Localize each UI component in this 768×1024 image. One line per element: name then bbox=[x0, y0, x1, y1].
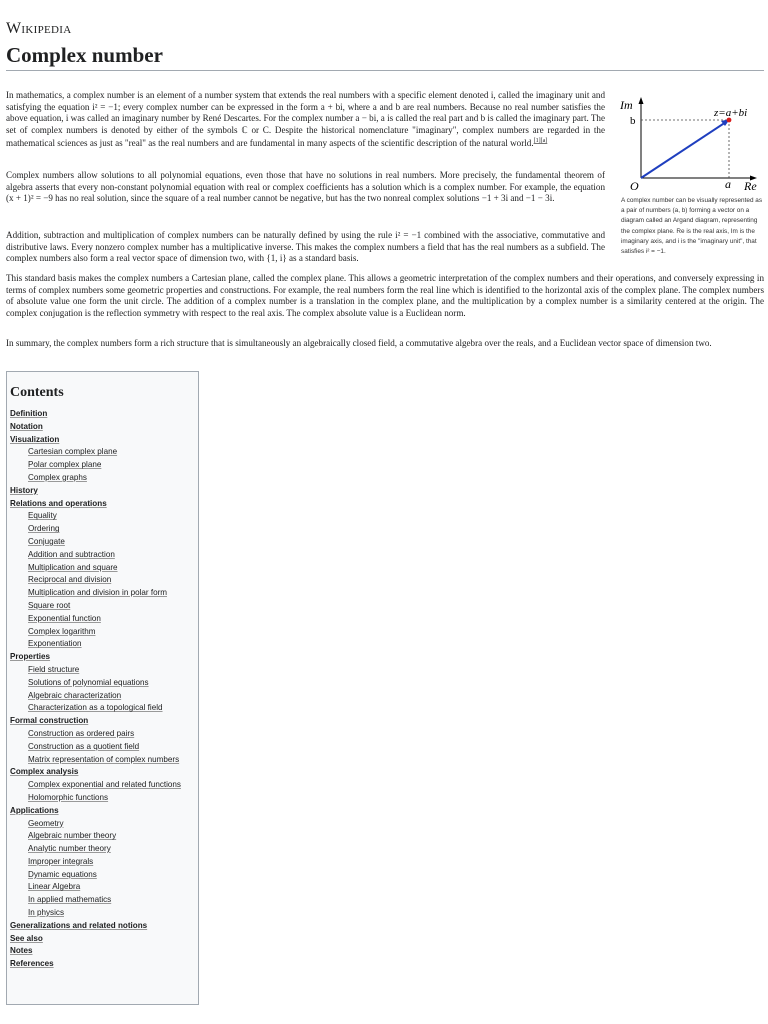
toc-item-label: History bbox=[10, 485, 38, 495]
title-divider bbox=[6, 70, 764, 71]
toc-item-label: Exponential function bbox=[28, 613, 101, 623]
toc-item-label: Relations and operations bbox=[10, 498, 107, 508]
toc-item-label: Characterization as a topological field bbox=[28, 703, 163, 713]
toc-item[interactable] bbox=[10, 510, 198, 523]
toc-item[interactable] bbox=[10, 421, 198, 434]
toc-item-label: Notes bbox=[10, 946, 33, 956]
toc-item[interactable] bbox=[10, 830, 198, 843]
reference-link[interactable]: [1][a] bbox=[533, 138, 548, 145]
toc-item[interactable] bbox=[10, 574, 198, 587]
toc-item[interactable] bbox=[10, 498, 198, 511]
toc-item-label: Complex graphs bbox=[28, 472, 87, 482]
toc-item[interactable] bbox=[10, 536, 198, 549]
imaginary-axis-arrow bbox=[639, 97, 644, 104]
re-axis-label: Re bbox=[744, 179, 757, 193]
toc-item-label: Geometry bbox=[28, 818, 64, 828]
complex-vector bbox=[641, 122, 726, 178]
toc-item[interactable] bbox=[10, 690, 198, 703]
intro-paragraph-2: Complex numbers allow solutions to all polynomial equations, even those that have no solutions in real numbers. More precisely, the fundamental theorem of algebra asserts that every non-constant polynomial equation with real or complex coefficients has a solution which is a complex number. For example, the equation (x + 1)² = −9 has no real solution, since the square of a real number cannot be negative, but has the two nonreal complex solutions −1 + 3i and −1 − 3i. bbox=[6, 170, 605, 204]
intro-paragraph-4: This standard basis makes the complex numbers a Cartesian plane, called the complex plane. This allows a geometric interpretation of the complex numbers and their operations, and conversely expressing in terms of complex numbers some geometric properties and constructions. For example, the real numbers form the real line which is identified to the horizontal axis of the complex plane. The complex numbers of absolute value one form the unit circle. The addition of a complex number is a translation in the complex plane, and the multiplication by a complex number is a similarity centered at the origin. The complex conjugation is the reflection symmetry with respect to the real axis. The complex absolute value is a Euclidean norm. bbox=[6, 273, 764, 318]
z-label: z=a+bi bbox=[714, 107, 748, 119]
toc-item-label: Definition bbox=[10, 409, 48, 418]
intro-paragraph-1 bbox=[6, 90, 605, 150]
toc-item-label: Polar complex plane bbox=[28, 460, 102, 470]
toc-item[interactable] bbox=[10, 856, 198, 869]
toc-item-label: Holomorphic functions bbox=[28, 792, 109, 802]
page-title: Complex number bbox=[6, 43, 163, 67]
toc-item[interactable] bbox=[10, 741, 198, 754]
toc-item[interactable] bbox=[10, 613, 198, 626]
toc-item[interactable] bbox=[10, 664, 198, 677]
origin-label: O bbox=[630, 179, 639, 193]
toc-item-label: References bbox=[10, 959, 54, 969]
toc-item[interactable] bbox=[10, 626, 198, 639]
toc-item[interactable] bbox=[10, 434, 198, 447]
toc-item-label: Exponentiation bbox=[28, 639, 82, 649]
toc-item[interactable] bbox=[10, 446, 198, 459]
toc-item-label: Conjugate bbox=[28, 536, 65, 546]
toc-item-label: Construction as ordered pairs bbox=[28, 728, 135, 738]
toc-item[interactable] bbox=[10, 792, 198, 805]
toc-item-label: Matrix representation of complex numbers bbox=[28, 754, 180, 764]
toc-item[interactable] bbox=[10, 945, 198, 958]
toc-item[interactable] bbox=[10, 881, 198, 894]
toc-item-label: Solutions of polynomial equations bbox=[28, 677, 149, 687]
im-axis-label: Im bbox=[620, 98, 633, 112]
toc-item-label: Multiplication and square bbox=[28, 562, 118, 572]
toc-item[interactable] bbox=[10, 779, 198, 792]
toc-item-label: Addition and subtraction bbox=[28, 549, 115, 559]
toc-list bbox=[10, 408, 198, 971]
toc-item-label: Applications bbox=[10, 805, 59, 815]
toc-item-label: Cartesian complex plane bbox=[28, 447, 118, 457]
toc-item-label: Equality bbox=[28, 511, 57, 521]
toc-item[interactable] bbox=[10, 818, 198, 831]
toc-item[interactable] bbox=[10, 754, 198, 767]
intro-paragraph-1-text: In mathematics, a complex number is an element of a number system that extends the real numbers with a specific element denoted i, called the imaginary unit and satisfying the equation i² = −1; every complex number can be expressed in the form a + bi, where a and b are real numbers. Because no real number satisfies the above equation, i was called an imaginary number by René Descartes. For the complex number a − bi, a is called the real part and b is called the imaginary part. The set of complex numbers is denoted by either of the symbols ℂ or C. Despite the historical nomenclature "imaginary", complex numbers are regarded in the mathematical sciences as just as "real" as the real numbers and are fundamental in many aspects of the scientific description of the natural world. bbox=[6, 90, 605, 149]
toc-item-label: Reciprocal and division bbox=[28, 575, 112, 585]
toc-item-label: Dynamic equations bbox=[28, 869, 97, 879]
toc-item[interactable] bbox=[10, 562, 198, 575]
toc-item[interactable] bbox=[10, 766, 198, 779]
toc-item-label: Square root bbox=[28, 600, 71, 610]
toc-item[interactable] bbox=[10, 485, 198, 498]
toc-item-label: Multiplication and division in polar form bbox=[28, 588, 168, 598]
wikipedia-wordmark[interactable]: Wikipedia bbox=[6, 20, 72, 37]
toc-item-label: Complex exponential and related functions bbox=[28, 780, 181, 790]
toc-item-label: Analytic number theory bbox=[28, 844, 111, 854]
toc-title: Contents bbox=[10, 385, 64, 400]
toc-item[interactable] bbox=[10, 920, 198, 933]
toc-item[interactable] bbox=[10, 472, 198, 485]
toc-item-label: Ordering bbox=[28, 524, 60, 534]
toc-item-label: Formal construction bbox=[10, 716, 89, 726]
toc-item[interactable] bbox=[10, 702, 198, 715]
intro-paragraph-3: Addition, subtraction and multiplication of complex numbers can be naturally defined by using the rule i² = −1 combined with the associative, commutative and distributive laws. Every nonzero complex number has a multiplicative inverse. This makes the complex numbers a field that has the real numbers as a subfield. The complex numbers also form a real vector space of dimension two, with {1, i} as a standard basis. bbox=[6, 230, 605, 264]
toc-item-label: Complex logarithm bbox=[28, 626, 96, 636]
toc-item[interactable] bbox=[10, 587, 198, 600]
toc-item-label: Generalizations and related notions bbox=[10, 920, 148, 930]
toc-item-label: In physics bbox=[28, 908, 64, 918]
toc-item[interactable] bbox=[10, 907, 198, 920]
toc-item[interactable] bbox=[10, 869, 198, 882]
toc-item-label: Improper integrals bbox=[28, 856, 94, 866]
toc-item[interactable] bbox=[10, 408, 198, 421]
toc-item[interactable] bbox=[10, 651, 198, 664]
toc-item[interactable] bbox=[10, 677, 198, 690]
figure-caption: A complex number can be visually represented as a pair of numbers (a, b) forming a vector on a diagram called an Argand diagram, representing the complex plane. Re is the real axis, Im is the imaginary axis, and i is the "imaginary unit", that satisfies i² = −1. bbox=[621, 197, 763, 256]
toc-item[interactable] bbox=[10, 843, 198, 856]
toc-item-label: Algebraic number theory bbox=[28, 831, 117, 841]
toc-item-label: Visualization bbox=[10, 434, 60, 444]
b-label: b bbox=[630, 115, 636, 127]
argand-diagram bbox=[618, 94, 764, 194]
toc-item[interactable] bbox=[10, 933, 198, 946]
toc-item[interactable] bbox=[10, 523, 198, 536]
toc-item-label: Notation bbox=[10, 421, 43, 431]
toc-item-label: Algebraic characterization bbox=[28, 690, 122, 700]
toc-item[interactable] bbox=[10, 728, 198, 741]
toc-item-label: Complex analysis bbox=[10, 767, 79, 777]
toc-item-label: See also bbox=[10, 933, 43, 943]
toc-item-label: In applied mathematics bbox=[28, 895, 112, 905]
toc-item-label: Field structure bbox=[28, 664, 80, 674]
toc-item[interactable] bbox=[10, 958, 198, 971]
toc-item[interactable] bbox=[10, 638, 198, 651]
a-label: a bbox=[725, 177, 731, 191]
intro-paragraph-5: In summary, the complex numbers form a rich structure that is simultaneously an algebraically closed field, a commutative algebra over the reals, and a Euclidean vector space of dimension two. bbox=[6, 338, 712, 348]
toc-item[interactable] bbox=[10, 715, 198, 728]
toc-item[interactable] bbox=[10, 600, 198, 613]
toc-item[interactable] bbox=[10, 805, 198, 818]
toc-item[interactable] bbox=[10, 549, 198, 562]
toc-item-label: Construction as a quotient field bbox=[28, 741, 140, 751]
table-of-contents bbox=[6, 371, 199, 1005]
toc-item[interactable] bbox=[10, 894, 198, 907]
toc-item-label: Linear Algebra bbox=[28, 882, 81, 892]
toc-item-label: Properties bbox=[10, 652, 51, 662]
argand-diagram-figure[interactable] bbox=[618, 94, 764, 199]
toc-item[interactable] bbox=[10, 459, 198, 472]
